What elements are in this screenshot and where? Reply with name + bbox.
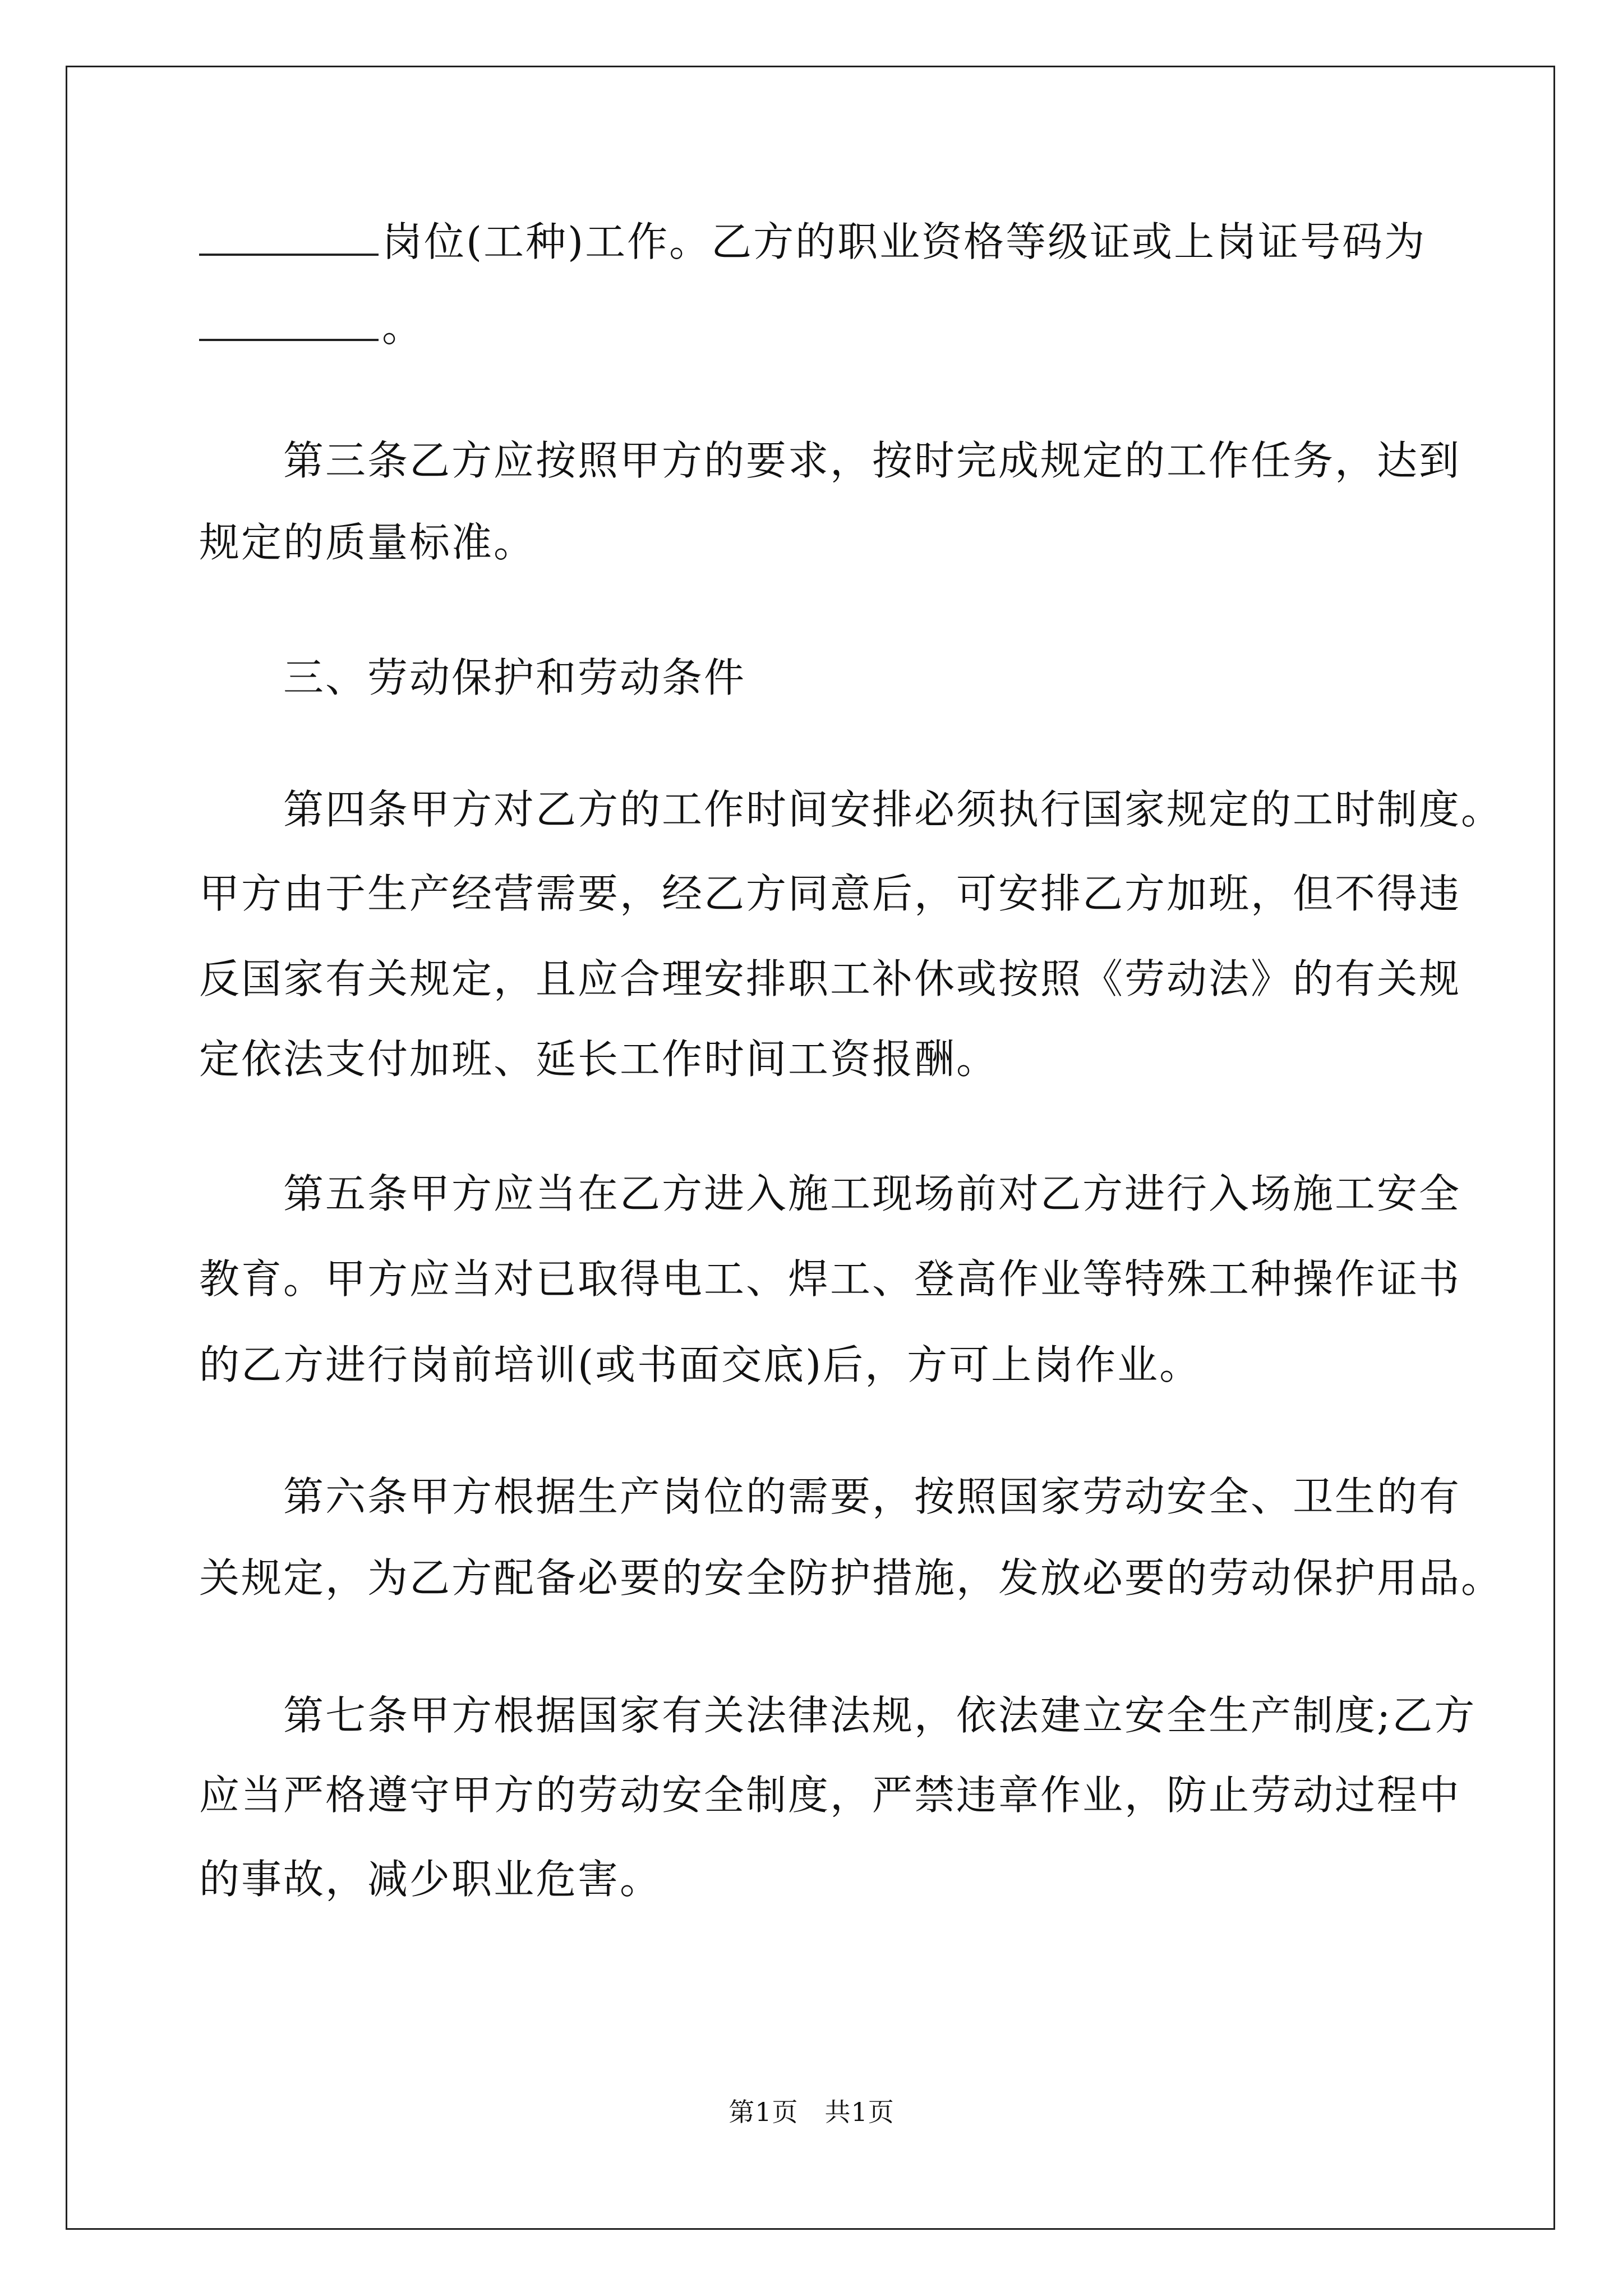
line-text: 。 [382, 303, 425, 351]
text-line-7: 甲方由于生产经营需要，经乙方同意后，可安排乙方加班，但不得违 [199, 870, 1461, 917]
fill-in-blank [199, 218, 379, 256]
text-line-9: 定依法支付加班、延长工作时间工资报酬。 [199, 1036, 999, 1083]
text-line-11: 教育。甲方应当对已取得电工、焊工、登高作业等特殊工种操作证书 [199, 1255, 1461, 1303]
text-line-6: 第四条甲方对乙方的工作时间安排必须执行国家规定的工时制度。 [283, 786, 1504, 833]
text-line-12: 的乙方进行岗前培训(或书面交底)后，方可上岗作业。 [199, 1341, 1202, 1388]
text-line-3: 第三条乙方应按照甲方的要求，按时完成规定的工作任务，达到 [283, 437, 1461, 484]
text-line-2 [199, 300, 1433, 354]
text-line-1 [199, 215, 1433, 269]
text-line-10: 第五条甲方应当在乙方进入施工现场前对乙方进行入场施工安全 [283, 1170, 1461, 1217]
text-line-8: 反国家有关规定，且应合理安排职工补休或按照《劳动法》的有关规 [199, 955, 1461, 1002]
text-line-15: 第七条甲方根据国家有关法律法规，依法建立安全生产制度;乙方 [283, 1692, 1477, 1739]
page-footer: 第1页 共1页 [728, 2097, 895, 2127]
fill-in-blank [199, 303, 379, 341]
text-line-17: 的事故，减少职业危害。 [199, 1856, 662, 1903]
text-line-13: 第六条甲方根据生产岗位的需要，按照国家劳动安全、卫生的有 [283, 1473, 1461, 1520]
text-line-4: 规定的质量标准。 [199, 519, 536, 566]
text-line-16: 应当严格遵守甲方的劳动安全制度，严禁违章作业，防止劳动过程中 [199, 1772, 1461, 1819]
section-heading: 三、劳动保护和劳动条件 [283, 654, 746, 701]
line-text: 岗位(工种)工作。乙方的职业资格等级证或上岗证号码为 [382, 218, 1427, 265]
text-line-14: 关规定，为乙方配备必要的安全防护措施，发放必要的劳动保护用品。 [199, 1554, 1504, 1602]
